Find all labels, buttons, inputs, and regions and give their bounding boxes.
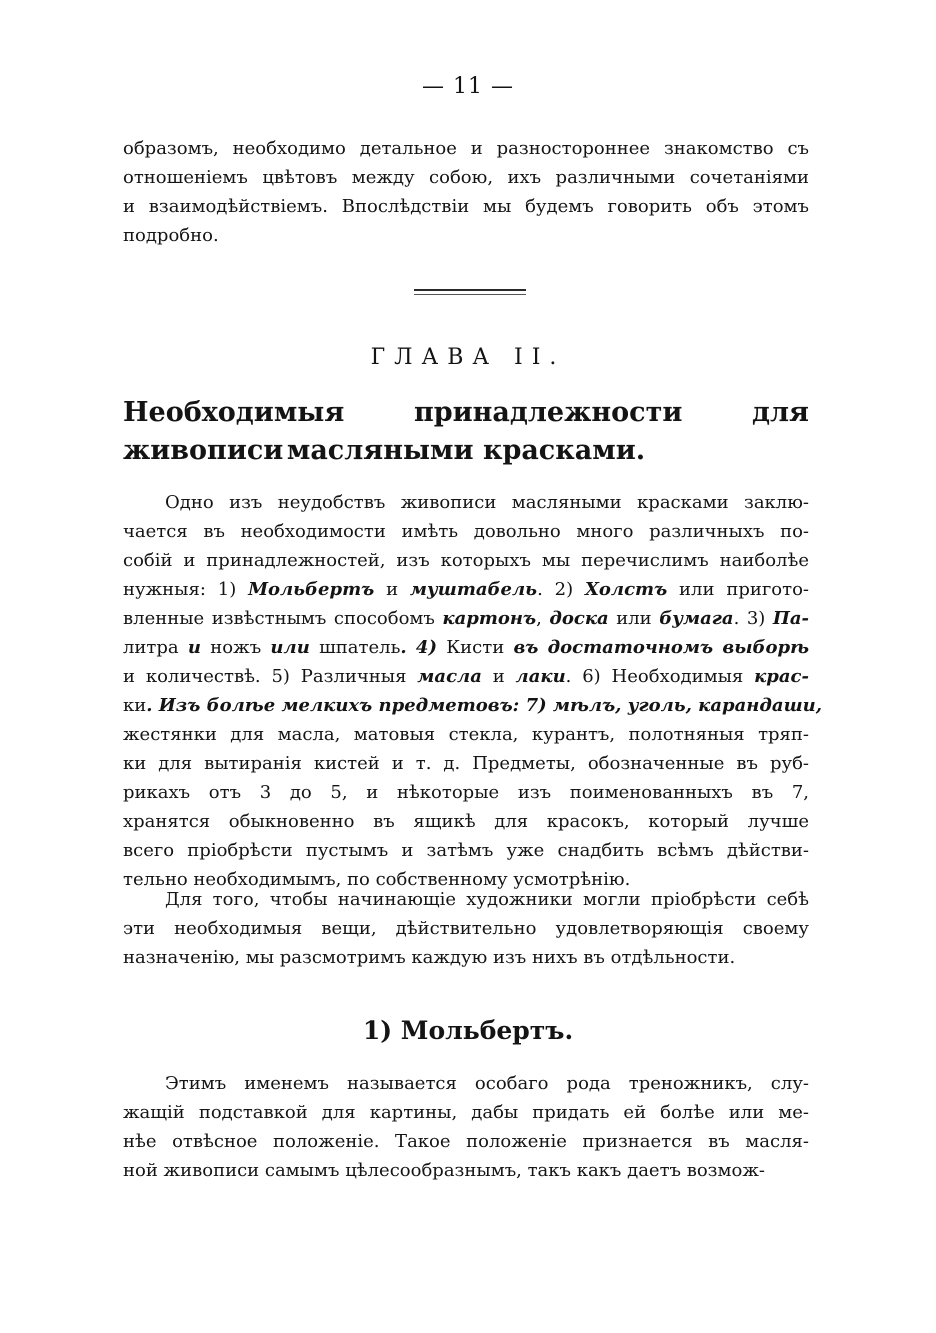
text-line: всего пріобрѣсти пустымъ и затѣмъ уже снадбить всѣмъ дѣйстви- (123, 840, 809, 861)
text-line: образомъ, необходимо детальное и разностороннее знакомство съ (123, 138, 809, 159)
text-line: Для того, чтобы начинающіе художники могли пріобрѣсти себѣ (165, 889, 809, 910)
text-line: ной живописи самымъ цѣлесообразнымъ, такъ какъ даетъ возмож- (123, 1160, 765, 1181)
section-heading: 1) Мольбертъ. (362, 1016, 574, 1045)
text-line: рикахъ отъ 3 до 5, и нѣкоторые изъ поименованныхъ въ 7, (123, 782, 809, 803)
section-paragraph (123, 1069, 809, 1185)
text-line: жестянки для масла, матовыя стекла, курантъ, полотняныя тряп- (123, 724, 809, 745)
section-divider (414, 289, 526, 298)
text-line: тельно необходимымъ, по собственному усмотрѣнію. (123, 869, 631, 890)
text-line: Этимъ именемъ называется особаго рода треножникъ, слу- (165, 1073, 809, 1094)
text-line: собій и принадлежностей, изъ которыхъ мы перечислимъ наиболѣе (123, 550, 809, 571)
text-line: жащій подставкой для картины, дабы придать ей болѣе или ме- (123, 1102, 809, 1123)
text-line: ки для вытиранія кистей и т. д. Предметы, обозначенные въ руб- (123, 753, 809, 774)
text-line: чается въ необходимости имѣть довольно много различныхъ по- (123, 521, 809, 542)
text-line: нѣе отвѣсное положеніе. Такое положеніе признается въ масля- (123, 1131, 809, 1152)
text-line: подробно. (123, 225, 219, 246)
chapter-title (123, 394, 809, 470)
text-line: вленные извѣстнымъ способомъ картонъ, доска или бумага. 3) Па- (123, 608, 810, 629)
second-paragraph (123, 885, 809, 972)
text-line: эти необходимыя вещи, дѣйствительно удовлетворяющія своему (123, 918, 809, 939)
text-line: и взаимодѣйствіемъ. Впослѣдствіи мы будемъ говорить объ этомъ (123, 196, 809, 217)
chapter-title-line2: масляными красками. (286, 435, 646, 466)
chapter-label: ГЛАВА II. (370, 345, 566, 370)
text-line: хранятся обыкновенно въ ящикѣ для красокъ, который лучше (123, 811, 809, 832)
text-line: и количествѣ. 5) Различныя масла и лаки. 6) Необходимыя крас- (123, 666, 809, 687)
text-line: ки. Изъ болѣе мелкихъ предметовъ: 7) мѣлъ, уголь, карандаши, (123, 695, 822, 716)
text-line: Одно изъ неудобствъ живописи масляными красками заклю- (165, 492, 809, 513)
text-line: литра и ножъ или шпатель. 4) Кисти въ достаточномъ выборѣ (123, 637, 809, 658)
text-line: отношеніемъ цвѣтовъ между собою, ихъ различными сочетаніями (123, 167, 809, 188)
text-line: назначенію, мы разсмотримъ каждую изъ нихъ въ отдѣльности. (123, 947, 736, 968)
main-paragraph (123, 488, 822, 894)
chapter-title-line1: Необходимыя принадлежности для живописи (123, 397, 809, 466)
page-number: — 11 — (422, 74, 514, 99)
intro-paragraph (123, 134, 809, 250)
text-line: нужныя: 1) Мольбертъ и муштабель. 2) Холстъ или пригото- (123, 579, 809, 600)
